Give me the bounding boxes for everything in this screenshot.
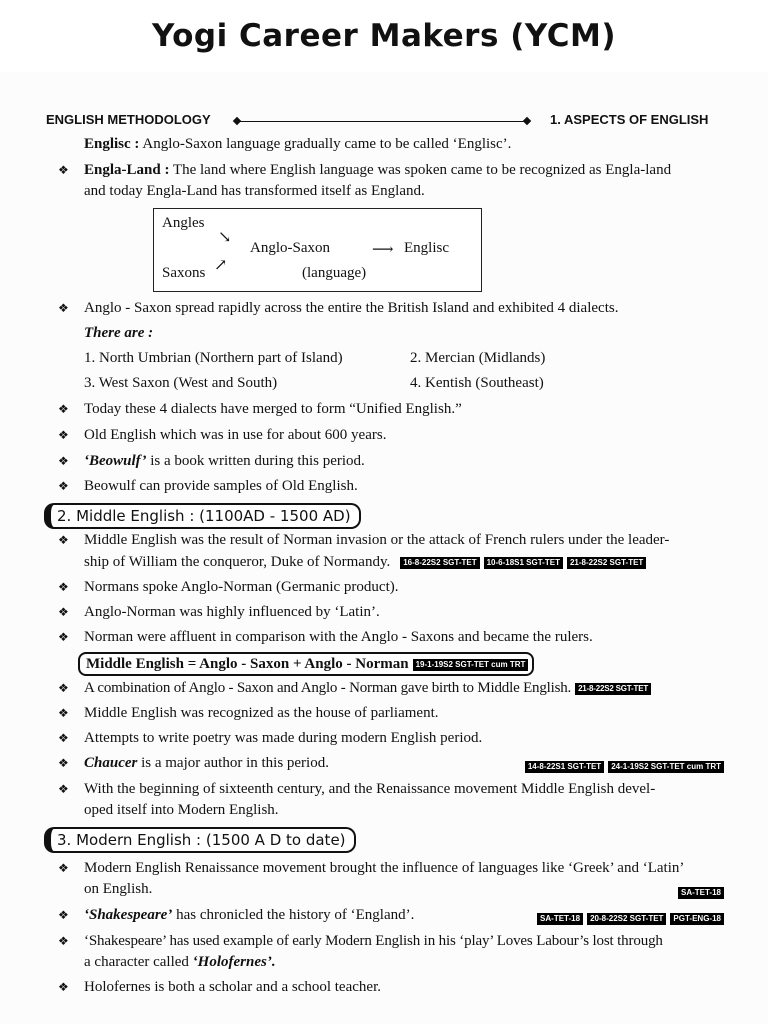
bullet-icon: ❖ (58, 908, 69, 922)
section-heading-modern-english: 3. Modern English : (1500 A D to date) (44, 827, 356, 853)
englaland-text-1: The land where English language was spoken came to be recognized as Engla-land (169, 162, 672, 178)
englisc-text: Anglo-Saxon language gradually came to be called ‘Englisc’. (139, 136, 512, 152)
arrow-right-icon: ⟶ (372, 242, 394, 258)
beowulf-line (84, 451, 738, 471)
exam-badge: 21-8-22S2 SGT-TET (567, 557, 646, 569)
header-right: 1. ASPECTS OF ENGLISH (550, 112, 709, 127)
middle-p1-line-1: Middle English was the result of Norman invasion or the attack of French rulers under the leader- (84, 532, 670, 548)
middle-p7: Attempts to write poetry was made during modern English period. (84, 730, 483, 746)
shakespeare-name: ‘Shakespeare’ (84, 907, 173, 923)
modern-p3-line-1: ‘Shakespeare’ has used example of early Modern English in his ‘play’ Loves Labour’s lost through (84, 933, 663, 949)
exam-badge: PGT-ENG-18 (670, 913, 724, 925)
exam-badge: 20-8-22S2 SGT-TET (587, 913, 666, 925)
middle-p9-line-2: oped itself into Modern English. (84, 802, 279, 818)
exam-badge: 10-6-18S1 SGT-TET (484, 557, 563, 569)
badge-group (521, 758, 724, 776)
formula-text: Middle English = Anglo - Saxon + Anglo - Norman (86, 656, 409, 672)
middle-p8-text: is a major author in this period. (137, 755, 329, 771)
modern-p3-line-2 (84, 952, 738, 972)
diagram-anglo-saxon: Anglo-Saxon (250, 240, 330, 256)
middle-p1-text: ship of William the conqueror, Duke of Normandy. (84, 554, 391, 570)
diagram-englisc: Englisc (404, 240, 449, 256)
exam-badge: SA-TET-18 (537, 913, 583, 925)
there-are-label: There are : (84, 325, 154, 341)
modern-p1-line-1: Modern English Renaissance movement brought the influence of languages like ‘Greek’ and ‘Latin’ (84, 860, 685, 876)
modern-p1-line-2: on English. (84, 881, 153, 897)
englaland-line-2: and today Engla-Land has transformed itself as England. (84, 183, 425, 199)
exam-badge: 14-8-22S1 SGT-TET (525, 761, 604, 773)
exam-badge: 24-1-19S2 SGT-TET cum TRT (608, 761, 724, 773)
spread-line: Anglo - Saxon spread rapidly across the entire the British Island and exhibited 4 dialects. (84, 300, 619, 316)
middle-p6: Middle English was recognized as the house of parliament. (84, 705, 439, 721)
bullet-icon: ❖ (58, 756, 69, 770)
beowulf-title: ‘Beowulf’ (84, 453, 147, 469)
middle-english-formula (78, 652, 534, 676)
exam-badge: 19-1-19S2 SGT-TET cum TRT (413, 659, 529, 671)
modern-p2-text: has chronicled the history of ‘England’. (172, 907, 415, 923)
dialect-1: 1. North Umbrian (Northern part of Island) (84, 350, 343, 366)
modern-p3-text: a character called (84, 954, 193, 970)
badge-group (533, 910, 724, 928)
section-heading-middle-english: 2. Middle English : (1100AD - 1500 AD) (44, 503, 361, 529)
bullet-icon: ❖ (58, 934, 69, 948)
bullet-icon: ❖ (58, 706, 69, 720)
header-left: ENGLISH METHODOLOGY (46, 112, 211, 127)
bullet-icon: ❖ (58, 630, 69, 644)
middle-p3: Anglo-Norman was highly influenced by ‘Latin’. (84, 604, 380, 620)
bullet-icon: ❖ (58, 605, 69, 619)
diagram-angles: Angles (162, 215, 205, 231)
exam-badge: 16-8-22S2 SGT-TET (400, 557, 479, 569)
exam-badge: SA-TET-18 (678, 887, 724, 899)
beowulf-text: is a book written during this period. (146, 453, 365, 469)
dialect-2: 2. Mercian (Midlands) (410, 350, 546, 366)
bullet-icon: ❖ (58, 163, 69, 177)
englaland-line-1 (84, 160, 738, 180)
englaland-term: Engla-Land : (84, 162, 170, 178)
beowulf-samples-line: Beowulf can provide samples of Old English. (84, 478, 358, 494)
middle-p5 (84, 678, 738, 698)
bullet-icon: ❖ (58, 681, 69, 695)
dialect-4: 4. Kentish (Southeast) (410, 375, 544, 391)
chaucer-name: Chaucer (84, 755, 138, 771)
englisc-term: Englisc : (84, 136, 140, 152)
diagram-language: (language) (302, 265, 367, 281)
page-title: Yogi Career Makers (YCM) (152, 18, 616, 54)
middle-p5-text: A combination of Anglo - Saxon and Anglo - Norman gave birth to Middle English. (84, 680, 572, 696)
arrow-down-right-icon: ↘ (218, 229, 232, 246)
badge-group (674, 884, 724, 902)
merged-line: Today these 4 dialects have merged to form “Unified English.” (84, 401, 462, 417)
in-use-line: Old English which was in use for about 600 years. (84, 427, 387, 443)
bullet-icon: ❖ (58, 454, 69, 468)
bullet-icon: ❖ (58, 980, 69, 994)
bullet-icon: ❖ (58, 782, 69, 796)
diagram-saxons: Saxons (162, 265, 206, 281)
bullet-icon: ❖ (58, 731, 69, 745)
modern-p4: Holofernes is both a scholar and a school teacher. (84, 979, 381, 995)
middle-p4: Norman were affluent in comparison with the Anglo - Saxons and became the rulers. (84, 629, 593, 645)
middle-p2: Normans spoke Anglo-Norman (Germanic product). (84, 579, 399, 595)
middle-p1-line-2 (84, 552, 738, 572)
bullet-icon: ❖ (58, 580, 69, 594)
bullet-icon: ❖ (58, 301, 69, 315)
holofernes-name: ‘Holofernes’. (192, 954, 276, 970)
bullet-icon: ❖ (58, 861, 69, 875)
englisc-line (84, 134, 738, 154)
middle-p9-line-1: With the beginning of sixteenth century, and the Renaissance movement Middle English devel- (84, 781, 656, 797)
arrow-up-right-icon: ↗ (214, 257, 228, 274)
etymology-diagram (153, 208, 482, 292)
bullet-icon: ❖ (58, 402, 69, 416)
bullet-icon: ❖ (58, 428, 69, 442)
bullet-icon: ❖ (58, 479, 69, 493)
bullet-icon: ❖ (58, 533, 69, 547)
header-rule (238, 121, 528, 122)
dialect-3: 3. West Saxon (West and South) (84, 375, 278, 391)
exam-badge: 21-8-22S2 SGT-TET (575, 683, 651, 695)
